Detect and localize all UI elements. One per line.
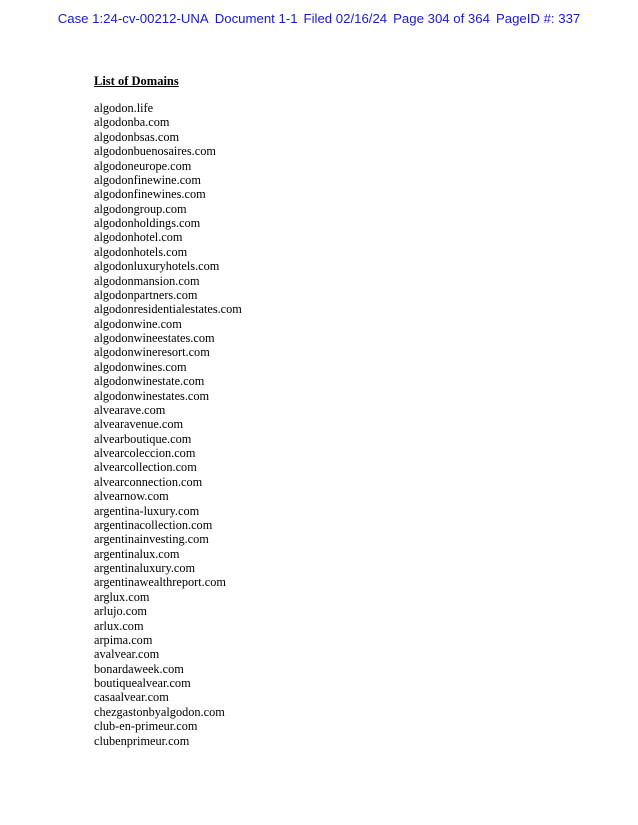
list-item: arglux.com	[94, 589, 150, 604]
list-item: avalvear.com	[94, 647, 160, 662]
list-item: argentinawealthreport.com	[94, 575, 226, 590]
list-item: algodonresidentialestates.com	[94, 302, 242, 317]
list-item: algodonwineresort.com	[94, 345, 210, 360]
list-item: argentinainvesting.com	[94, 532, 209, 547]
domain-list	[94, 101, 242, 748]
list-item: argentina-luxury.com	[94, 503, 200, 518]
list-item: clubenprimeur.com	[94, 733, 190, 748]
list-item: algodonfinewine.com	[94, 172, 201, 187]
list-item: argentinaluxury.com	[94, 561, 196, 575]
filed-date: Filed 02/16/24	[303, 11, 388, 26]
list-item: algodonhotel.com	[94, 230, 183, 245]
list-item: algodonfinewines.com	[94, 187, 206, 202]
list-heading: List of Domains	[94, 74, 179, 88]
list-item: algodonwine.com	[94, 316, 182, 331]
list-item: alvearcoleccion.com	[94, 446, 196, 460]
list-item: bonardaweek.com	[94, 661, 184, 676]
list-item: algodonmansion.com	[94, 273, 200, 288]
list-item: argentinalux.com	[94, 546, 180, 561]
list-item: alvearnow.com	[94, 489, 169, 504]
list-item: algodonwineestates.com	[94, 331, 215, 345]
list-item: algodonwinestates.com	[94, 388, 210, 403]
document-number: Document 1-1	[214, 11, 298, 26]
list-item: alvearavenue.com	[94, 417, 184, 432]
list-item: algodongroup.com	[94, 201, 187, 216]
list-item: algodonbsas.com	[94, 129, 180, 144]
list-item: alvearcollection.com	[94, 460, 197, 475]
list-item: alvearave.com	[94, 402, 166, 417]
court-filing-header	[0, 11, 638, 26]
list-item: casaalvear.com	[94, 690, 169, 705]
list-item: algodonwines.com	[94, 359, 187, 374]
list-item: algodonba.com	[94, 115, 170, 130]
list-item: alvearboutique.com	[94, 431, 192, 446]
list-item: algodonluxuryhotels.com	[94, 259, 220, 274]
list-item: chezgastonbyalgodon.com	[94, 704, 225, 719]
list-item: algodon.life	[94, 101, 154, 115]
list-item: algodonhotels.com	[94, 244, 188, 259]
list-item: algodonpartners.com	[94, 287, 198, 302]
list-item: arpima.com	[94, 632, 153, 647]
list-item: arlux.com	[94, 618, 144, 633]
list-item: algodonbuenosaires.com	[94, 144, 216, 159]
list-item: boutiquealvear.com	[94, 676, 191, 690]
page-id: PageID #: 337	[495, 11, 581, 26]
list-item: arlujo.com	[94, 604, 147, 619]
case-number: Case 1:24-cv-00212-UNA	[57, 11, 209, 26]
list-item: algodonholdings.com	[94, 216, 201, 230]
list-item: club-en-primeur.com	[94, 719, 198, 734]
list-item: algodonwinestate.com	[94, 374, 205, 389]
page-number: Page 304 of 364	[393, 11, 490, 26]
list-item: alvearconnection.com	[94, 474, 203, 489]
list-item: argentinacollection.com	[94, 517, 213, 532]
list-item: algodoneurope.com	[94, 158, 192, 173]
